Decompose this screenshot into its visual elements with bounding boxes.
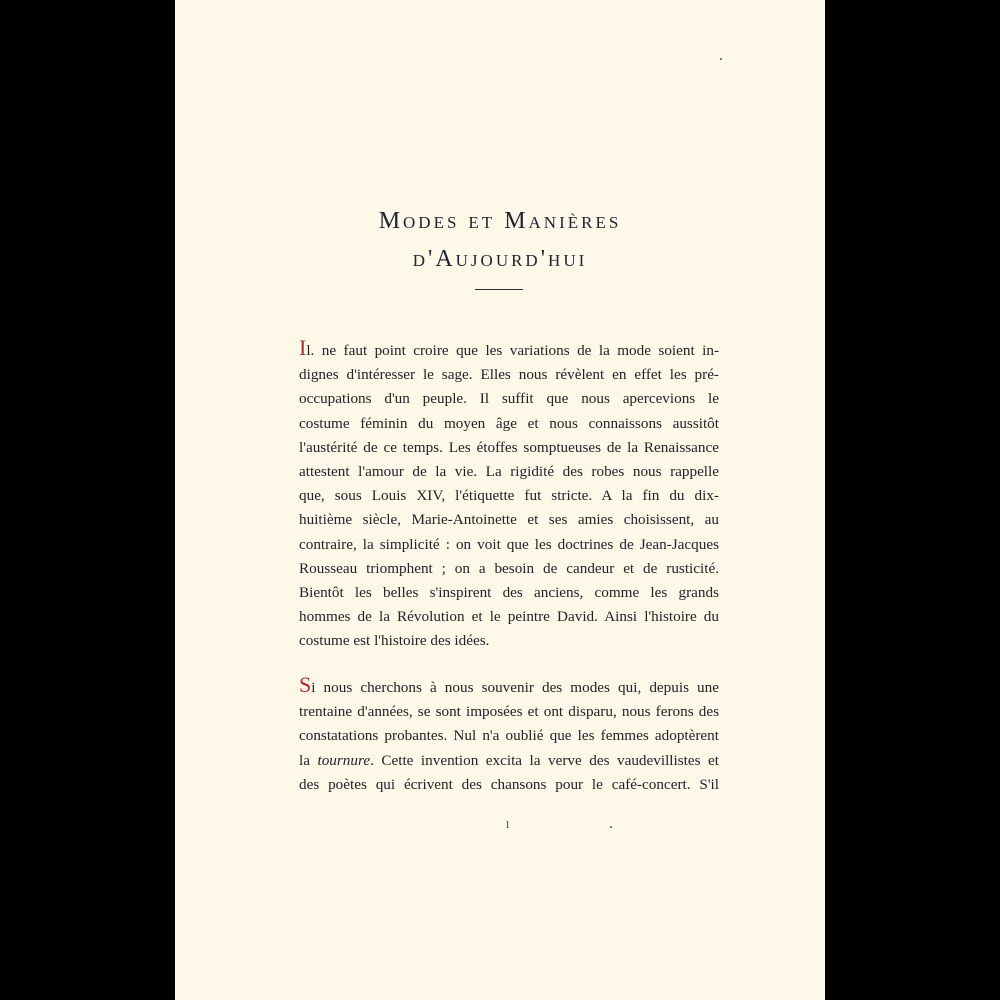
title-divider (475, 289, 523, 290)
paragraph-line: Rousseau triomphent ; on a besoin de candeur et de rusticité. (299, 559, 719, 577)
paragraph-line: attestent l'amour de la vie. La rigidité des robes nous rappelle (299, 463, 719, 481)
paragraph-line: occupations d'un peuple. Il suffit que nous apercevions le (299, 390, 719, 408)
drop-cap: I (299, 335, 307, 360)
paragraph-line: l'austérité de ce temps. Les étoffes somptueuses de la Renaissance (299, 438, 719, 456)
document-page (175, 0, 825, 1000)
paragraph-line: des poètes qui écrivent des chansons pour le café-concert. S'il (299, 775, 719, 793)
paragraph-line: costume féminin du moyen âge et nous connaissons aussitôt (299, 414, 719, 432)
paragraph-line: contraire, la simplicité : on voit que les doctrines de Jean-Jacques (299, 535, 719, 553)
line-text: i nous cherchons à nous souvenir des modes qui, depuis une (311, 679, 719, 696)
paragraph-line: trentaine d'années, se sont imposées et ont disparu, nous ferons des (299, 703, 719, 721)
paragraph-line: que, sous Louis XIV, l'étiquette fut stricte. A la fin du dix- (299, 487, 719, 505)
paragraph-1 (299, 336, 719, 654)
paragraph-line: costume est l'histoire des idées. (299, 632, 490, 650)
italic-term: tournure (317, 751, 371, 769)
title-line-2: d'Aujourd'hui (412, 246, 588, 272)
paragraph-line: huitième siècle, Marie-Antoinette et ses amies choisissent, au (299, 511, 719, 529)
title-line-1: Modes et Manières (378, 208, 622, 234)
paragraph-line: hommes de la Révolution et le peintre David. Ainsi l'histoire du (299, 608, 719, 626)
line-text: l. ne faut point croire que les variations de la mode soient in- (306, 342, 719, 359)
paragraph-line: Bientôt les belles s'inspirent des anciens, comme les grands (299, 584, 719, 602)
paragraph-line: constatations probantes. Nul n'a oublié que les femmes adoptèrent (299, 727, 719, 745)
paragraph-2 (299, 673, 719, 797)
paper-speck (720, 58, 722, 60)
drop-cap: S (299, 672, 312, 697)
paragraph-line (299, 336, 719, 363)
paragraph-line (299, 749, 719, 773)
page-number: 1 (505, 820, 510, 831)
paper-speck (610, 826, 612, 828)
paragraph-line (299, 673, 719, 700)
line-text: . Cette invention excita la verve des vaudevillistes et (370, 751, 719, 769)
line-text: la (299, 751, 318, 769)
paragraph-line: dignes d'intéresser le sage. Elles nous révèlent en effet les pré- (299, 366, 719, 384)
